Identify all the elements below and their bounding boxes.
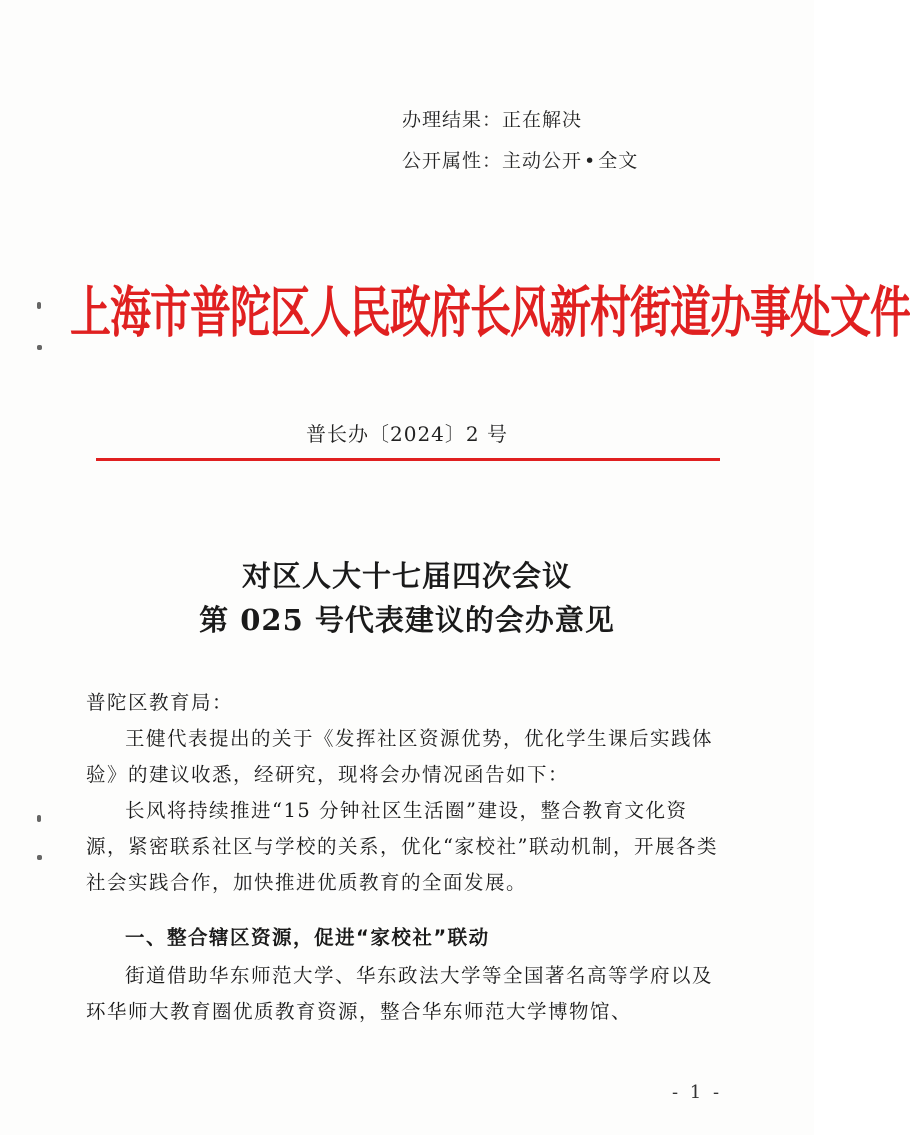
disclosure-separator: • bbox=[584, 150, 597, 172]
binding-hole-mark bbox=[37, 345, 42, 350]
document-title-line2: 第 025 号代表建议的会办意见 bbox=[199, 603, 615, 637]
disclosure-value-b: 全文 bbox=[598, 150, 639, 172]
paragraph-3: 街道借助华东师范大学、华东政法大学等全国著名高等学府以及环华师大教育圈优质教育资源，整合华东师范大学博物馆、 bbox=[86, 964, 714, 1023]
binding-hole-mark bbox=[37, 855, 42, 860]
salutation: 普陀区教育局： bbox=[86, 691, 234, 714]
disclosure-value-a: 主动公开 bbox=[502, 150, 583, 172]
handling-result-value: 正在解决 bbox=[502, 109, 583, 131]
organization-header: 上海市普陀区人民政府长风新村街道办事处文件 bbox=[70, 280, 910, 345]
paragraph-1: 王健代表提出的关于《发挥社区资源优势，优化学生课后实践体验》的建议收悉，经研究，现将会办情况函告如下： bbox=[86, 727, 714, 786]
header-divider bbox=[96, 458, 720, 461]
handling-result bbox=[402, 105, 582, 132]
binding-hole-mark bbox=[37, 302, 41, 309]
document-number: 普长办〔2024〕2 号 bbox=[306, 422, 508, 446]
section-heading-1: 一、整合辖区资源，促进“家校社”联动 bbox=[125, 926, 490, 949]
disclosure-attribute bbox=[402, 146, 638, 173]
disclosure-label: 公开属性： bbox=[402, 150, 503, 172]
binding-hole-mark bbox=[37, 815, 41, 822]
handling-result-label: 办理结果： bbox=[402, 109, 503, 131]
document-title-line1: 对区人大十七届四次会议 bbox=[241, 559, 572, 593]
page-number: - 1 - bbox=[672, 1082, 723, 1103]
paragraph-2: 长风将持续推进“15 分钟社区生活圈”建设，整合教育文化资源，紧密联系社区与学校的关系，优化“家校社”联动机制，开展各类社会实践合作，加快推进优质教育的全面发展。 bbox=[86, 799, 718, 894]
